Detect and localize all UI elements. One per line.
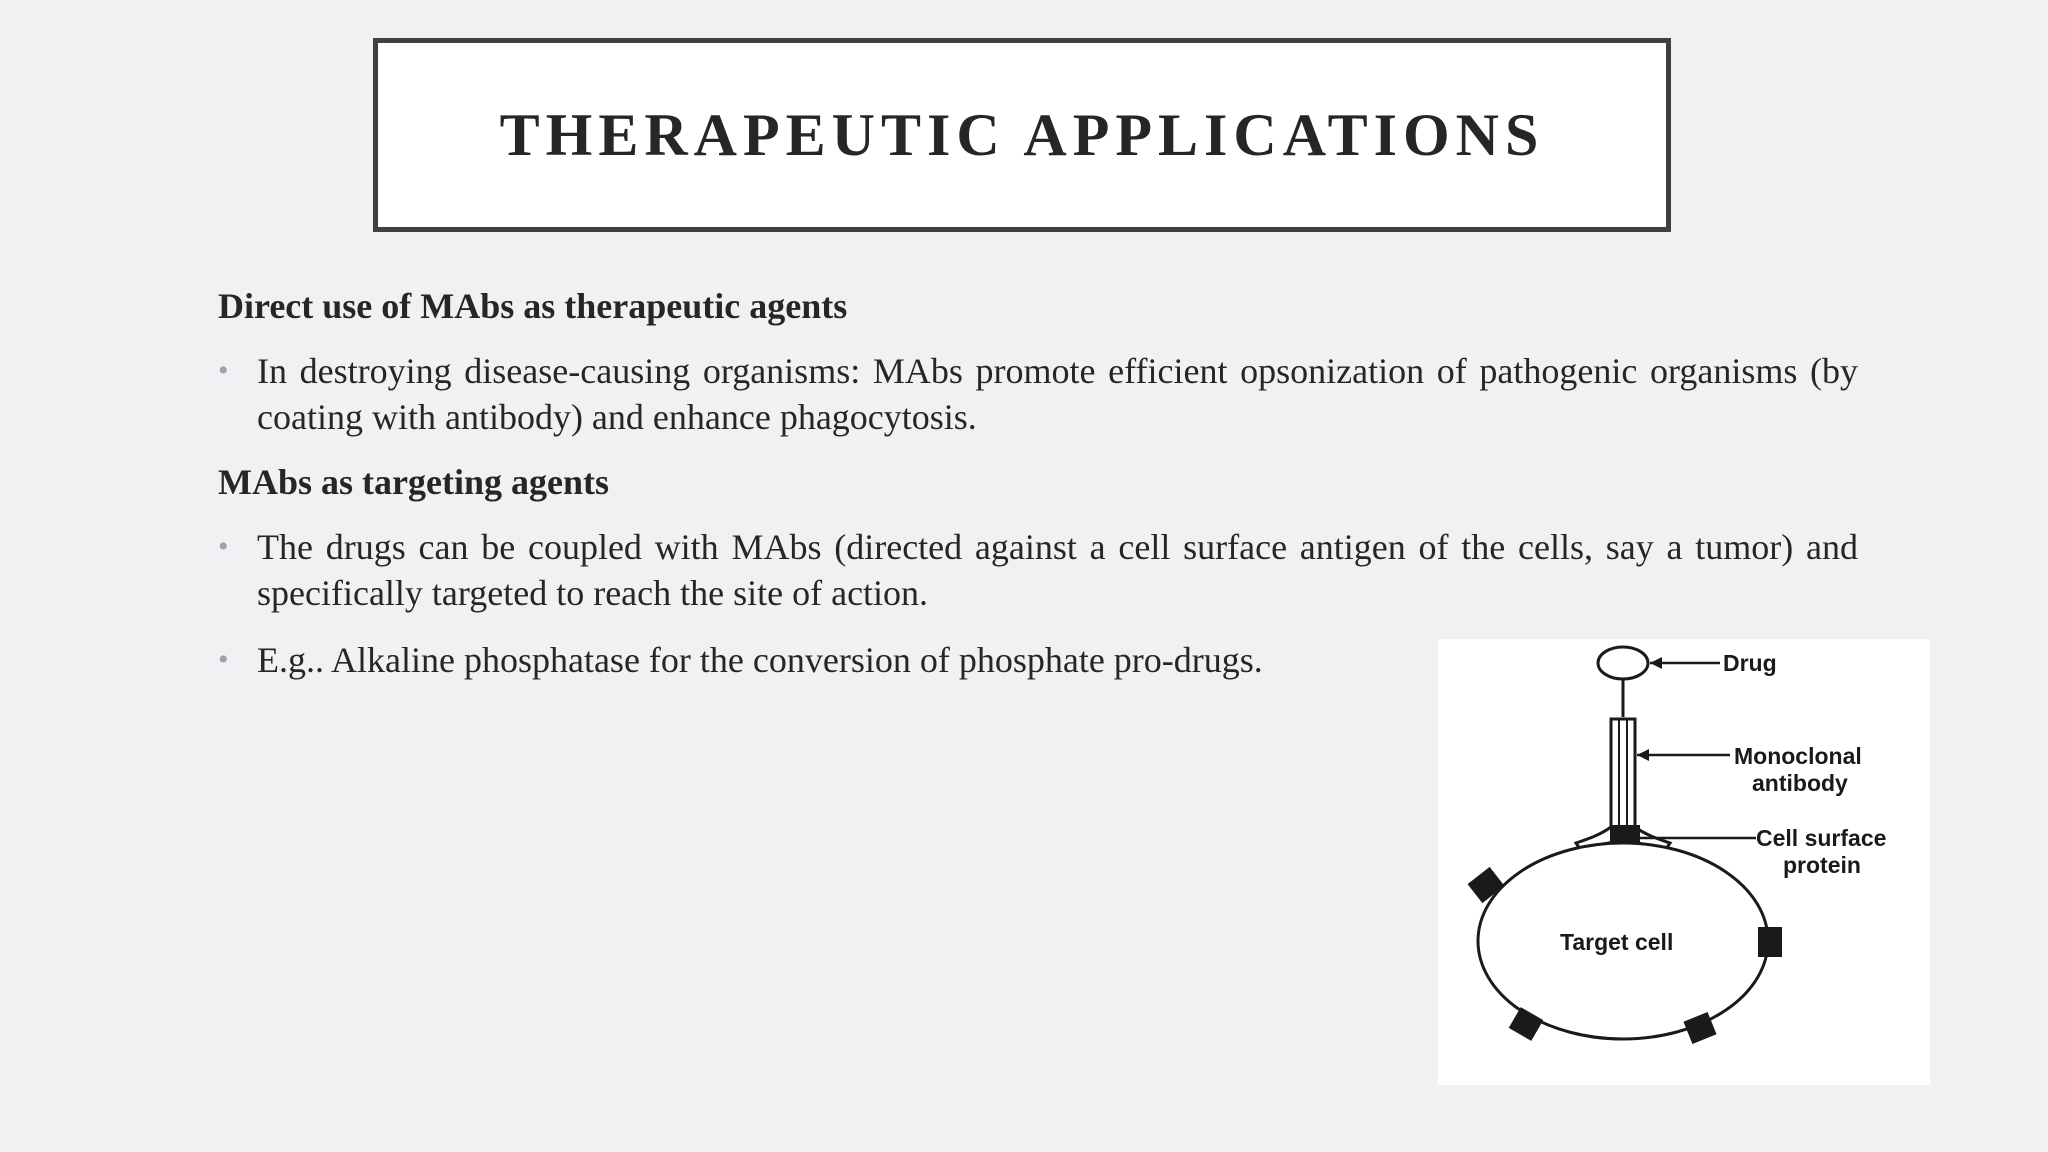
bullet-dot-icon: •: [218, 643, 229, 676]
section-heading-direct-use: Direct use of MAbs as therapeutic agents: [218, 286, 848, 326]
drug-shape: [1598, 647, 1648, 679]
drug-arrowhead-icon: [1650, 657, 1662, 669]
slide-title: THERAPEUTIC APPLICATIONS: [499, 101, 1545, 168]
monoclonal-label-line2: antibody: [1752, 770, 1848, 796]
title-box: [373, 38, 1671, 232]
bullet-dot-icon: •: [218, 354, 229, 387]
section-heading-targeting: MAbs as targeting agents: [218, 462, 609, 502]
drug-label: Drug: [1723, 650, 1777, 676]
bullet-text: In destroying disease-causing organisms: MAbs promote efficient opsonization of pathogenic organisms (by coating with antibody) and enhance phagocytosis.: [257, 351, 1858, 437]
bullet-item: [218, 637, 1377, 683]
surface-protein-right: [1758, 927, 1782, 957]
slide-content: [218, 282, 1858, 683]
target-cell-label: Target cell: [1560, 929, 1674, 955]
bullet-dot-icon: •: [218, 530, 229, 563]
monoclonal-label-line1: Monoclonal: [1734, 743, 1862, 769]
diagram-svg: [1438, 639, 1930, 1085]
bullet-text: E.g.. Alkaline phosphatase for the conversion of phosphate pro-drugs.: [257, 640, 1263, 680]
bullet-item: [218, 524, 1858, 616]
bullet-text: The drugs can be coupled with MAbs (directed against a cell surface antigen of the cells, say a tumor) and specifically targeted to reach the site of action.: [257, 527, 1858, 613]
cell-surface-label-line1: Cell surface: [1756, 825, 1887, 851]
antibody-arrowhead-icon: [1637, 749, 1649, 761]
antibody-drug-diagram: [1438, 639, 1930, 1085]
cell-surface-label-line2: protein: [1783, 852, 1861, 878]
bullet-item: [218, 348, 1858, 440]
